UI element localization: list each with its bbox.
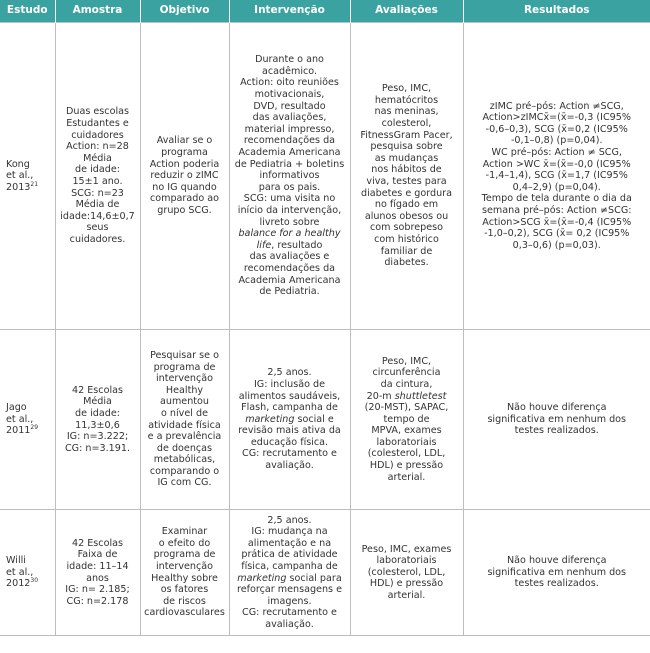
text-line: arterial. xyxy=(387,471,426,483)
text-line: cardiovasculares xyxy=(144,607,225,619)
text-line: circunferência xyxy=(372,367,441,379)
italic-term: marketing xyxy=(237,572,287,584)
text-line: livreto sobre xyxy=(259,216,320,228)
header-avaliacoes: Avaliações xyxy=(350,0,463,23)
text-line: HDL) e pressão xyxy=(369,578,444,590)
text-line: cuidadores. xyxy=(69,233,126,245)
text-line: Willi xyxy=(6,555,26,567)
text-line: et al., xyxy=(6,170,34,182)
study-year: 2013 xyxy=(6,181,31,193)
text-line: CG: n=3.191. xyxy=(64,442,131,454)
text-line: recomendações da xyxy=(243,262,336,274)
cell-estudo xyxy=(0,23,55,330)
table-row xyxy=(0,510,650,636)
text-line: IG: n=3.222; xyxy=(66,431,129,443)
text-line: grupo SCG. xyxy=(157,204,212,216)
text-line: pesquisa sobre xyxy=(370,141,443,153)
text-line: laboratoriais xyxy=(376,555,437,567)
text-line: et al., xyxy=(6,413,34,425)
text-line: programa de xyxy=(153,361,216,373)
cell-intervencao xyxy=(229,23,350,330)
text-line: e a prevalência xyxy=(147,431,222,443)
text-line: reduzir o zIMC xyxy=(150,170,219,182)
text-line: 0,4–2,9) (p=0,04). xyxy=(512,181,601,193)
text-line: de idade: xyxy=(75,407,120,419)
text-line: Action>SCG x̄=(x̄=-0,4 (IC95% xyxy=(482,216,632,228)
text-line: alimentos saudáveis, xyxy=(238,390,341,402)
text-line: (colesterol, LDL, xyxy=(367,448,446,460)
text-line: as mudanças xyxy=(374,152,439,164)
cell-objetivo xyxy=(140,330,229,510)
text-line: diabetes. xyxy=(384,257,429,269)
text-line: recomendações da xyxy=(243,135,336,147)
text-line: material impresso, xyxy=(244,123,335,135)
text-line: Healthy sobre xyxy=(151,572,218,584)
text-line: acadêmico. xyxy=(261,65,318,77)
text-line: atividade física xyxy=(148,419,221,431)
text-line: metabólicas, xyxy=(153,454,216,466)
text-line: Avaliar se o xyxy=(156,135,213,147)
text-line: Tempo de tela durante o dia da xyxy=(481,193,632,205)
text-line: significativa em nenhum dos xyxy=(487,413,627,425)
text-line: SCG: n=23 xyxy=(71,187,124,199)
text-line: (20-MST), SAPAC, xyxy=(364,402,449,414)
text-line: no IG quando xyxy=(152,181,217,193)
header-amostra: Amostra xyxy=(55,0,140,23)
text-line: WC pré–pós: Action ≠ SCG, xyxy=(491,147,622,159)
text-line: Faixa de xyxy=(77,549,118,561)
text-line: da cintura, xyxy=(380,378,433,390)
text-line: (colesterol, LDL, xyxy=(367,566,446,578)
text-line: arterial. xyxy=(387,589,426,601)
header-intervencao: Intervenção xyxy=(229,0,350,23)
text-line: alimentação e na xyxy=(247,537,332,549)
text-line: o efeito do xyxy=(158,537,211,549)
text-line: familiar de xyxy=(380,245,433,257)
text-line: Examinar xyxy=(161,526,208,538)
text-line: Action>zIMCx̄=(x̄=-0,3 (IC95% xyxy=(482,112,631,124)
text-line: MPVA, exames xyxy=(371,425,442,437)
text-line: imagens. xyxy=(267,595,312,607)
text-line: Média de xyxy=(75,199,120,211)
text-line: de doenças xyxy=(156,442,213,454)
italic-term: life xyxy=(256,239,272,251)
text-line: com histórico xyxy=(374,233,439,245)
text-line: comparado ao xyxy=(149,193,220,205)
text-line: 2,5 anos. xyxy=(267,514,312,526)
text-line: Academia Americana xyxy=(238,147,341,159)
text-line: os fatores xyxy=(160,584,209,596)
text-line: laboratoriais xyxy=(376,436,437,448)
text-line: nos hábitos de xyxy=(371,164,442,176)
text-line: colesterol, xyxy=(381,118,432,130)
text-line: zIMC pré–pós: Action ≠SCG, xyxy=(489,100,624,112)
text-line: prática de atividade xyxy=(241,549,338,561)
text-line: idade:14,6±0,7 xyxy=(60,210,135,222)
text-line: Jago xyxy=(6,402,27,414)
text-line: revisão mais ativa da xyxy=(238,425,341,437)
text-line: Healthy xyxy=(165,384,204,396)
text-line: HDL) e pressão xyxy=(369,460,444,472)
text-line: educação física. xyxy=(250,436,329,448)
text-line: Action poderia xyxy=(149,158,220,170)
text-line: Média xyxy=(83,152,112,164)
table-row xyxy=(0,330,650,510)
text-line: cuidadores xyxy=(71,129,124,141)
text-line: nas meninas, xyxy=(374,106,439,118)
reference-number: 30 xyxy=(30,577,39,585)
cell-amostra xyxy=(55,330,140,510)
cell-intervencao xyxy=(229,510,350,636)
text-line: Flash, campanha de xyxy=(241,402,338,414)
text-line: Peso, IMC, xyxy=(381,83,432,95)
text-line: intervenção xyxy=(155,373,214,385)
text-line: Estudantes e xyxy=(66,118,129,130)
italic-term: shuttletest xyxy=(394,390,447,402)
text-line: de idade: xyxy=(75,164,120,176)
text-line: DVD, resultado xyxy=(253,100,326,112)
cell-amostra xyxy=(55,510,140,636)
text-line: et al., xyxy=(6,566,34,578)
text-line: IG: inclusão de xyxy=(253,378,326,390)
text-line: aumentou xyxy=(160,396,209,408)
text-line: Action >WC x̄=(x̄=-0,0 (IC95% xyxy=(482,158,631,170)
text-line: informativos xyxy=(259,170,320,182)
text-line: avaliação. xyxy=(265,618,314,630)
cell-avaliacoes xyxy=(350,23,463,330)
text-line: Academia Americana xyxy=(238,274,341,286)
text-line: balance for a healthy xyxy=(238,228,341,240)
header-objetivo: Objetivo xyxy=(140,0,229,23)
cell-estudo xyxy=(0,510,55,636)
text-line: Não houve diferença xyxy=(506,555,607,567)
text-line: IG com CG. xyxy=(157,477,212,489)
text-line: semana pré–pós: Action ≠SCG: xyxy=(482,204,632,216)
text-line: CG: recrutamento e xyxy=(242,607,337,619)
text-line: Action: oito reuniões xyxy=(240,77,339,89)
text-line: Action: n=28 xyxy=(66,141,129,153)
text-line: de Pediatria. xyxy=(259,286,320,298)
cell-resultados xyxy=(463,330,650,510)
text-line: -1,0–0,2), SCG (x̄= 0,2 (IC95% xyxy=(484,228,630,240)
text-line: life, resultado xyxy=(256,239,323,251)
header-row xyxy=(0,0,650,23)
text-line: hematócritos xyxy=(374,94,439,106)
text-line: FitnessGram Pacer, xyxy=(360,129,453,141)
header-estudo: Estudo xyxy=(0,0,55,23)
study-year: 2011 xyxy=(6,425,31,437)
text-line: CG: recrutamento e xyxy=(242,448,337,460)
cell-avaliacoes xyxy=(350,330,463,510)
text-line: -0,6–0,3), SCG (x̄=0,2 (IC95% xyxy=(485,123,628,135)
text-line: idade: 11–14 xyxy=(66,560,129,572)
text-line: viva, testes para xyxy=(366,176,447,187)
cell-avaliacoes xyxy=(350,510,463,636)
text-line: das avaliações, xyxy=(252,112,327,124)
text-line: com sobrepeso xyxy=(370,222,443,234)
text-line: IG: n= 2.185; xyxy=(65,584,130,596)
text-line: significativa em nenhum dos xyxy=(487,566,627,578)
reference-number: 21 xyxy=(30,180,39,188)
text-line: programa de xyxy=(153,549,216,561)
text-line: início da intervenção, xyxy=(237,204,342,216)
text-line: diabetes e gordura xyxy=(360,187,453,199)
cell-resultados xyxy=(463,23,650,330)
reference-number: 29 xyxy=(30,424,39,432)
text-line: -1,4–1,4), SCG (x̄=1,7 (IC95% xyxy=(485,170,628,182)
text-line: Kong xyxy=(6,158,30,170)
text-line: física, campanha de xyxy=(241,560,338,572)
text-line: testes realizados. xyxy=(514,578,599,590)
cell-intervencao xyxy=(229,330,350,510)
text-line: 2,5 anos. xyxy=(267,367,312,379)
text-line: 42 Escolas xyxy=(71,537,123,549)
text-line: seus xyxy=(86,222,109,234)
text-line: avaliação. xyxy=(265,460,314,472)
table-row xyxy=(0,23,650,330)
text-line: Durante o ano xyxy=(255,54,324,66)
text-line: 15±1 ano. xyxy=(72,176,123,187)
cell-amostra xyxy=(55,23,140,330)
cell-resultados xyxy=(463,510,650,636)
text-line: alunos obesos ou xyxy=(364,210,449,222)
text-line: SCG: uma visita no xyxy=(243,193,336,205)
header-resultados: Resultados xyxy=(463,0,650,23)
text-line: para os pais. xyxy=(258,181,321,193)
text-line: -0,1–0,8) (p=0,04). xyxy=(510,135,603,147)
text-line: comparando o xyxy=(149,465,220,477)
text-line: de riscos xyxy=(163,595,206,607)
text-line: Peso, IMC, xyxy=(381,355,432,367)
italic-term: marketing xyxy=(245,413,295,425)
text-line: 20-m shuttletest xyxy=(366,390,447,402)
text-line: anos xyxy=(86,572,109,584)
text-line: Duas escolas xyxy=(66,106,129,118)
text-line: 11,3±0,6 xyxy=(75,419,120,431)
text-line: no fígado em xyxy=(374,199,439,211)
cell-estudo xyxy=(0,330,55,510)
text-line: 0,3–0,6) (p=0,03). xyxy=(512,239,601,251)
text-line: Média xyxy=(83,396,112,408)
text-line: programa xyxy=(161,147,208,159)
cell-objetivo xyxy=(140,23,229,330)
text-line: marketing social para xyxy=(237,572,342,584)
text-line: 42 Escolas xyxy=(71,384,123,396)
text-line: testes realizados. xyxy=(514,425,599,437)
text-line: Não houve diferença xyxy=(506,402,607,414)
text-line: Peso, IMC, exames xyxy=(361,543,452,555)
text-line: o nível de xyxy=(161,407,208,419)
text-line: intervenção xyxy=(155,560,214,572)
text-line: CG: n=2.178 xyxy=(66,595,129,607)
text-line: tempo de xyxy=(383,413,430,425)
text-line: das avaliações e xyxy=(249,251,330,263)
text-line: Pesquisar se o xyxy=(150,349,219,361)
text-line: de Pediatria + boletins xyxy=(234,158,345,170)
text-line: marketing social e xyxy=(245,413,334,425)
text-line: reforçar mensagens e xyxy=(237,584,342,596)
text-line: IG: mudança na xyxy=(251,526,328,538)
study-year: 2012 xyxy=(6,578,31,590)
cell-objetivo xyxy=(140,510,229,636)
text-line: motivacionais, xyxy=(254,89,325,101)
